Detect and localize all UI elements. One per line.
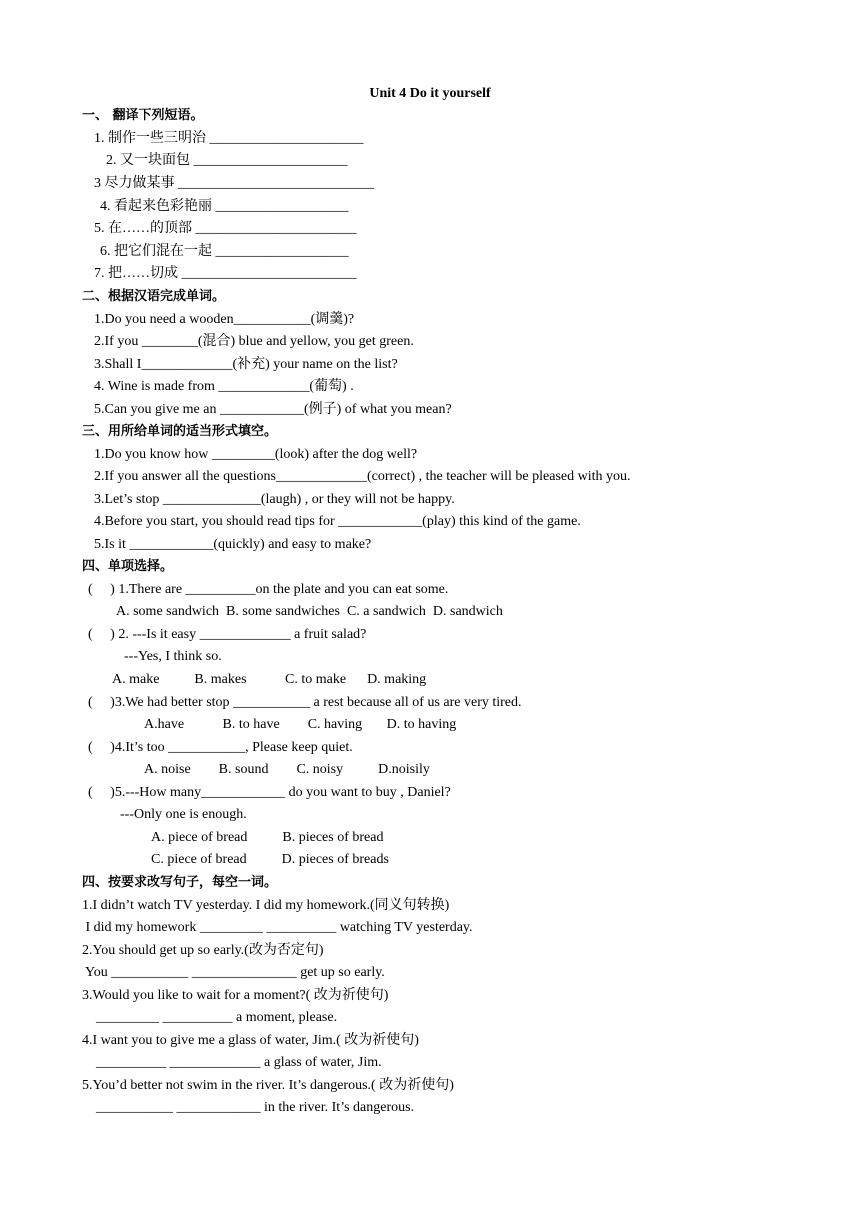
section2-item: 4. Wine is made from _____________(葡萄) .	[94, 379, 354, 394]
sentence-line: 3.Would you like to wait for a moment?( 改为祈使句)	[82, 988, 389, 1003]
sentence-line: 5.You’d better not swim in the river. It’s dangerous.( 改为祈使句)	[82, 1078, 454, 1093]
options-line: A. noise B. sound C. noisy D.noisily	[144, 762, 430, 777]
question-line: ( ) 2. ---Is it easy _____________ a fruit salad?	[88, 627, 367, 642]
blank-line: __________ _____________ a glass of water, Jim.	[96, 1055, 382, 1070]
blank-line: You ___________ _______________ get up so early.	[82, 965, 385, 980]
section1-heading: 一、 翻译下列短语。	[82, 108, 204, 123]
section2-heading: 二、根据汉语完成单词。	[82, 289, 226, 304]
sentence-line: 2.You should get up so early.(改为否定句)	[82, 943, 324, 958]
question-line: ( ) 1.There are __________on the plate and you can eat some.	[88, 582, 449, 597]
section1-item: 5. 在……的顶部 _______________________	[94, 221, 357, 236]
sentence-line: 4.I want you to give me a glass of water, Jim.( 改为祈使句)	[82, 1033, 419, 1048]
section2-item: 1.Do you need a wooden___________(调羹)?	[94, 312, 355, 327]
sentence-line: 1.I didn’t watch TV yesterday. I did my homework.(同义句转换)	[82, 898, 450, 913]
options-line: C. piece of bread D. pieces of breads	[151, 852, 389, 867]
section4-heading: 四、单项选择。	[82, 559, 174, 574]
section2-item: 2.If you ________(混合) blue and yellow, you get green.	[94, 334, 414, 349]
section1-item: 2. 又一块面包 ______________________	[106, 153, 348, 168]
section3-heading: 三、用所给单词的适当形式填空。	[82, 424, 278, 439]
options-line: A. make B. makes C. to make D. making	[112, 672, 427, 687]
answer-line: ---Yes, I think so.	[124, 649, 222, 664]
blank-line: I did my homework _________ __________ watching TV yesterday.	[82, 920, 473, 935]
answer-line: ---Only one is enough.	[120, 807, 247, 822]
question-line: ( )5.---How many____________ do you want to buy , Daniel?	[88, 785, 451, 800]
section1-item: 6. 把它们混在一起 ___________________	[100, 244, 349, 259]
section3-item: 5.Is it ____________(quickly) and easy to make?	[94, 537, 372, 552]
section1-item: 3 尽力做某事 ____________________________	[94, 176, 374, 191]
section3-item: 1.Do you know how _________(look) after the dog well?	[94, 447, 418, 462]
options-line: A. piece of bread B. pieces of bread	[151, 830, 384, 845]
page-title: Unit 4 Do it yourself	[369, 86, 491, 101]
section2-item: 3.Shall I_____________(补充) your name on the list?	[94, 357, 398, 372]
section3-item: 2.If you answer all the questions_____________(correct) , the teacher will be pleased with you.	[94, 469, 631, 484]
section1-item: 4. 看起来色彩艳丽 ___________________	[100, 199, 349, 214]
question-line: ( )3.We had better stop ___________ a rest because all of us are very tired.	[88, 695, 522, 710]
section1-item: 1. 制作一些三明治 ______________________	[94, 131, 364, 146]
options-line: A. some sandwich B. some sandwiches C. a sandwich D. sandwich	[116, 604, 503, 619]
options-line: A.have B. to have C. having D. to having	[144, 717, 457, 732]
section3-item: 3.Let’s stop ______________(laugh) , or they will not be happy.	[94, 492, 455, 507]
section1-item: 7. 把……切成 _________________________	[94, 266, 357, 281]
section3-item: 4.Before you start, you should read tips for ____________(play) this kind of the game.	[94, 514, 581, 529]
blank-line: ___________ ____________ in the river. It’s dangerous.	[96, 1100, 415, 1115]
section5-heading: 四、按要求改写句子，每空一词。	[82, 875, 278, 890]
blank-line: _________ __________ a moment, please.	[96, 1010, 338, 1025]
section2-item: 5.Can you give me an ____________(例子) of what you mean?	[94, 402, 452, 417]
question-line: ( )4.It’s too ___________, Please keep quiet.	[88, 740, 353, 755]
